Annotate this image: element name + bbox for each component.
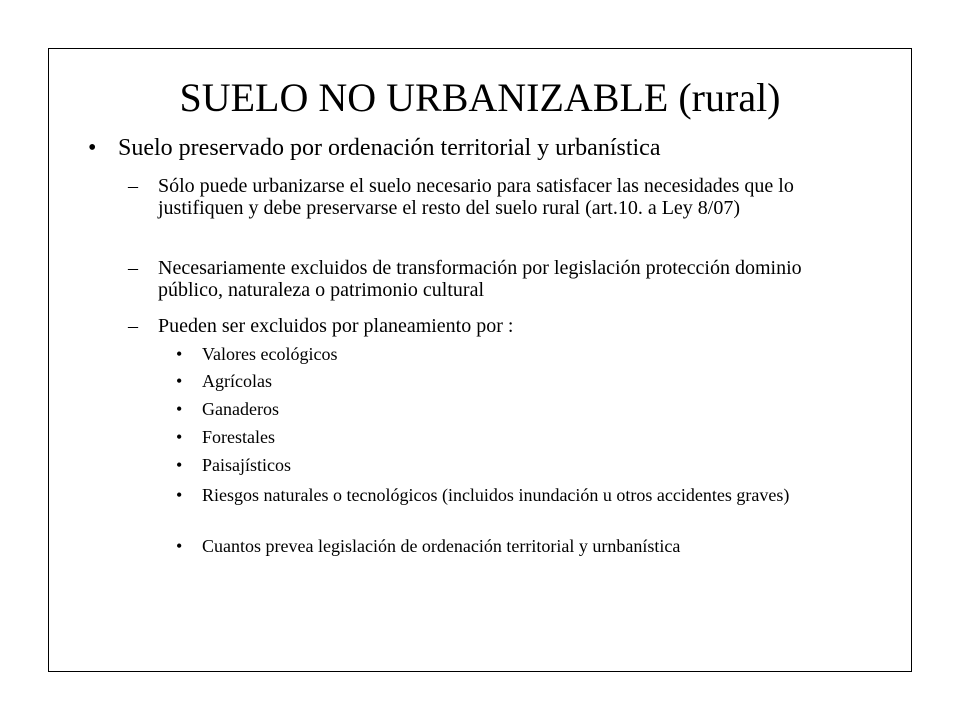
main-bullet-text: Suelo preservado por ordenación territorial y urbanística <box>118 135 661 161</box>
bullet-marker: • <box>176 455 183 475</box>
sub-bullet-text: Sólo puede urbanizarse el suelo necesario para satisfacer las necesidades que lo justifiquen y debe preservarse el resto del suelo rural (art.10. a Ley 8/07) <box>158 175 794 219</box>
bullet-marker: • <box>176 427 183 447</box>
bullet-marker: • <box>176 371 183 391</box>
criteria-text: Paisajísticos <box>202 455 291 475</box>
dash-marker: – <box>128 175 138 197</box>
dash-marker: – <box>128 315 138 337</box>
criteria-text: Forestales <box>202 427 275 447</box>
bullet-marker: • <box>176 485 183 505</box>
bullet-marker: • <box>176 536 183 556</box>
criteria-text: Agrícolas <box>202 371 272 391</box>
bullet-marker: • <box>88 135 97 161</box>
criteria-text: Ganaderos <box>202 399 279 419</box>
criteria-text: Valores ecológicos <box>202 344 338 364</box>
dash-marker: – <box>128 257 138 279</box>
slide-title: SUELO NO URBANIZABLE (rural) <box>179 75 781 120</box>
bullet-marker: • <box>176 399 183 419</box>
criteria-text: Riesgos naturales o tecnológicos (incluidos inundación u otros accidentes graves) <box>202 485 790 505</box>
criteria-text: Cuantos prevea legislación de ordenación territorial y urnbanística <box>202 536 681 556</box>
sub-bullet-text: Necesariamente excluidos de transformación por legislación protección dominio público, naturaleza o patrimonio cultural <box>158 257 802 301</box>
sub-bullet-text: Pueden ser excluidos por planeamiento por : <box>158 315 514 337</box>
bullet-marker: • <box>176 344 183 364</box>
